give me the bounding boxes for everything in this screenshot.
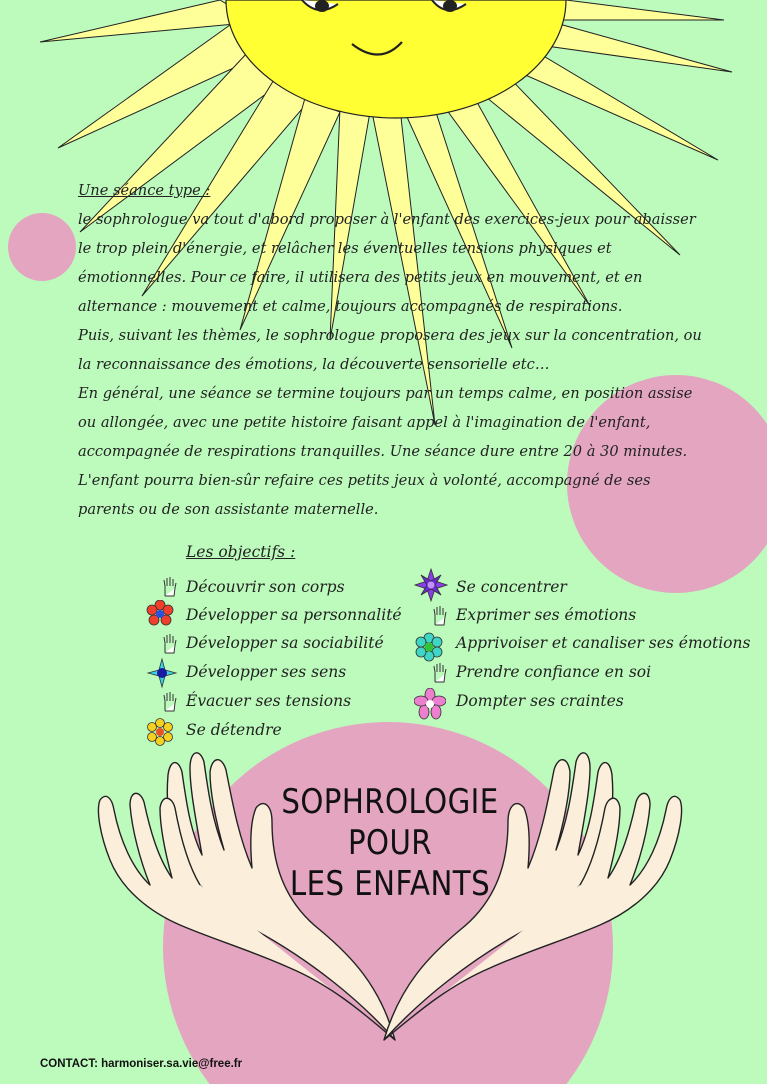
objective-right-1: Se concentrer	[456, 578, 567, 596]
objective-right-3: Apprivoiser et canaliser ses émotions	[456, 634, 751, 652]
flower-purple-icon	[414, 568, 448, 602]
objective-right-5: Dompter ses craintes	[456, 692, 624, 710]
hand-icon	[432, 662, 448, 684]
objectives-title: Les objectifs :	[186, 543, 296, 561]
objective-left-6: Se détendre	[186, 721, 282, 739]
objective-right-4: Prendre confiance en soi	[456, 663, 652, 681]
session-paragraph-4: L'enfant pourra bien-sûr refaire ces petits jeux à volonté, accompagné de ses parents ou de son assistante maternelle.	[78, 472, 651, 518]
objective-left-4: Développer ses sens	[186, 663, 347, 681]
flower-cyan-icon	[146, 657, 178, 689]
title-line-3: LES ENFANTS	[289, 864, 491, 904]
hand-icon	[162, 691, 178, 713]
objective-left-5: Évacuer ses tensions	[186, 692, 352, 710]
session-paragraph-3: En général, une séance se termine toujours par un temps calme, en position assise ou allongée, avec une petite histoire faisant appel à l'imagination de l'enfant, accompagnée de respirations tranquilles. Une séance dure entre 20 à 30 minutes.	[78, 385, 693, 460]
flower-red-icon	[146, 600, 174, 628]
session-paragraph-2: Puis, suivant les thèmes, le sophrologue proposera des jeux sur la concentration, ou la reconnaissance des émotions, la découverte sensorielle etc…	[78, 327, 702, 373]
hand-icon	[432, 605, 448, 627]
session-heading: Une séance type :	[78, 182, 211, 199]
session-description	[78, 176, 708, 524]
flower-teal-icon	[414, 632, 444, 662]
title-line-2: POUR	[347, 823, 433, 863]
hand-icon	[162, 576, 178, 598]
objective-right-2: Exprimer ses émotions	[456, 606, 637, 624]
contact-info: CONTACT: harmoniser.sa.vie@free.fr	[40, 1058, 243, 1070]
title-line-1: SOPHROLOGIE	[281, 782, 499, 822]
main-title	[270, 782, 511, 905]
flower-yellow-icon	[146, 718, 174, 746]
objective-left-1: Découvrir son corps	[186, 578, 345, 596]
hand-icon	[162, 633, 178, 655]
flower-pink-icon	[414, 688, 446, 720]
objective-left-2: Développer sa personnalité	[186, 606, 402, 624]
session-paragraph-1: le sophrologue va tout d'abord proposer à l'enfant des exercices-jeux pour abaisser le trop plein d'énergie, et relâcher les éventuelles tensions physiques et émotionnelles. Pour ce faire, il utilisera des petits jeux en mouvement, et en alternance : mouvement et calme, toujours accompagnés de respirations.	[78, 211, 696, 315]
objective-left-3: Développer sa sociabilité	[186, 634, 384, 652]
